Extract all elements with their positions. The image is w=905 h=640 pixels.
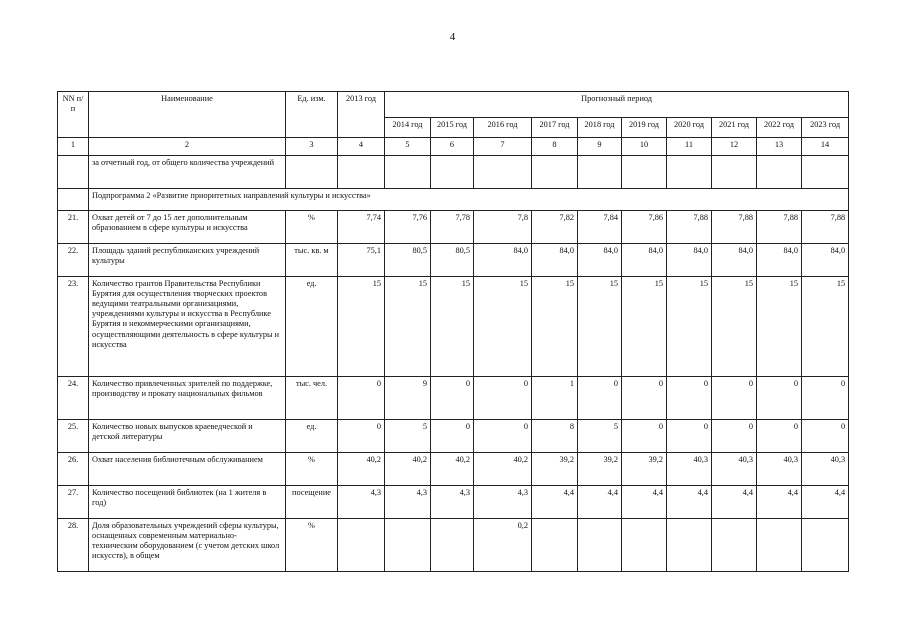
column-number: 3 — [286, 138, 338, 156]
indicator-name: Охват населения библиотечным обслуживанием — [89, 453, 286, 486]
column-number-row — [58, 138, 849, 156]
header-year: 2016 год — [474, 118, 532, 138]
indicator-value: 15 — [757, 277, 802, 377]
indicator-value: 4,3 — [474, 486, 532, 519]
indicator-value — [338, 519, 385, 572]
indicator-value: 7,88 — [667, 211, 712, 244]
indicator-value: 7,86 — [622, 211, 667, 244]
header-year: 2022 год — [757, 118, 802, 138]
header-year: 2020 год — [667, 118, 712, 138]
indicator-value: 84,0 — [802, 244, 849, 277]
indicator-value: 0 — [431, 377, 474, 420]
row-number: 23. — [58, 277, 89, 377]
indicator-value: 40,2 — [474, 453, 532, 486]
indicator-value: 84,0 — [712, 244, 757, 277]
indicator-value: 0 — [712, 377, 757, 420]
indicator-value: 0 — [338, 377, 385, 420]
indicator-value: 0 — [578, 377, 622, 420]
column-number: 8 — [532, 138, 578, 156]
indicator-unit: тыс. чел. — [286, 377, 338, 420]
continuation-row — [58, 156, 849, 189]
indicator-value: 5 — [385, 420, 431, 453]
header-year: 2019 год — [622, 118, 667, 138]
column-number: 1 — [58, 138, 89, 156]
indicator-value: 0,2 — [474, 519, 532, 572]
indicator-value: 40,3 — [712, 453, 757, 486]
column-number: 2 — [89, 138, 286, 156]
column-number: 13 — [757, 138, 802, 156]
indicator-value: 7,76 — [385, 211, 431, 244]
subprogram-row — [58, 189, 849, 211]
indicator-value — [578, 519, 622, 572]
indicator-value: 4,4 — [622, 486, 667, 519]
indicator-value: 7,88 — [712, 211, 757, 244]
indicator-value: 0 — [712, 420, 757, 453]
indicator-value: 0 — [667, 420, 712, 453]
subprogram-title: Подпрограмма 2 «Развитие приоритетных направлений культуры и искусства» — [89, 189, 849, 211]
indicator-value: 80,5 — [431, 244, 474, 277]
indicator-value: 15 — [802, 277, 849, 377]
indicator-value: 84,0 — [622, 244, 667, 277]
indicator-value: 15 — [578, 277, 622, 377]
row-number: 28. — [58, 519, 89, 572]
indicator-value: 4,4 — [532, 486, 578, 519]
indicator-value: 7,88 — [802, 211, 849, 244]
row-number: 22. — [58, 244, 89, 277]
indicator-name: Охват детей от 7 до 15 лет дополнительным образованием в сфере культуры и искусства — [89, 211, 286, 244]
indicator-value: 84,0 — [532, 244, 578, 277]
column-number: 9 — [578, 138, 622, 156]
indicator-unit: ед. — [286, 420, 338, 453]
header-year: 2017 год — [532, 118, 578, 138]
table-row — [58, 211, 849, 244]
row-number: 24. — [58, 377, 89, 420]
indicator-value: 84,0 — [578, 244, 622, 277]
indicator-value: 40,3 — [802, 453, 849, 486]
indicator-value: 4,3 — [338, 486, 385, 519]
indicator-value: 0 — [757, 377, 802, 420]
indicator-value: 4,4 — [578, 486, 622, 519]
indicator-name: Площадь зданий республиканских учреждений культуры — [89, 244, 286, 277]
indicator-unit: % — [286, 453, 338, 486]
column-number: 6 — [431, 138, 474, 156]
indicator-value: 4,3 — [385, 486, 431, 519]
indicator-value: 7,74 — [338, 211, 385, 244]
indicator-value: 39,2 — [578, 453, 622, 486]
indicator-name: Количество посещений библиотек (на 1 жителя в год) — [89, 486, 286, 519]
indicator-value: 84,0 — [757, 244, 802, 277]
indicator-value: 15 — [338, 277, 385, 377]
indicator-value: 0 — [622, 420, 667, 453]
indicator-value: 1 — [532, 377, 578, 420]
indicator-name: Количество привлеченных зрителей по поддержке, производству и прокату национальных фильмов — [89, 377, 286, 420]
indicator-value: 8 — [532, 420, 578, 453]
indicator-value: 7,84 — [578, 211, 622, 244]
indicator-value: 7,78 — [431, 211, 474, 244]
row-number: 26. — [58, 453, 89, 486]
indicator-value: 15 — [667, 277, 712, 377]
indicator-value: 7,88 — [757, 211, 802, 244]
indicator-value: 5 — [578, 420, 622, 453]
indicator-value: 7,8 — [474, 211, 532, 244]
indicator-unit: % — [286, 519, 338, 572]
indicator-value: 75,1 — [338, 244, 385, 277]
column-number: 10 — [622, 138, 667, 156]
indicator-value: 4,4 — [802, 486, 849, 519]
indicator-value: 40,2 — [338, 453, 385, 486]
column-number: 5 — [385, 138, 431, 156]
column-number: 7 — [474, 138, 532, 156]
table-row — [58, 377, 849, 420]
indicator-value: 4,4 — [757, 486, 802, 519]
indicator-name: Доля образовательных учреждений сферы культуры, оснащенных современным материально-техническим оборудованием (с учетом детских школ искусств), в общем — [89, 519, 286, 572]
header-year: 2018 год — [578, 118, 622, 138]
table-row — [58, 277, 849, 377]
indicator-name: Количество грантов Правительства Республики Бурятия для осуществления творческих проектов ведущими театральными организациями, учреждениями культуры и искусства в Республике Бурятия и некоммерческими организациями, осуществляющими деятельность в сфере культуры и искусства — [89, 277, 286, 377]
indicator-value — [622, 519, 667, 572]
table-row — [58, 420, 849, 453]
header-year: 2023 год — [802, 118, 849, 138]
indicator-value: 0 — [622, 377, 667, 420]
indicator-value: 0 — [802, 377, 849, 420]
indicators-table — [57, 91, 849, 572]
column-number: 4 — [338, 138, 385, 156]
indicator-value — [757, 519, 802, 572]
row-number: 21. — [58, 211, 89, 244]
header-nn: NN п/п — [58, 92, 89, 138]
column-number: 12 — [712, 138, 757, 156]
indicator-value: 4,4 — [667, 486, 712, 519]
indicator-value: 0 — [667, 377, 712, 420]
header-year: 2015 год — [431, 118, 474, 138]
header-row-top — [58, 92, 849, 118]
indicator-value: 39,2 — [532, 453, 578, 486]
indicator-value — [532, 519, 578, 572]
indicator-value: 9 — [385, 377, 431, 420]
indicator-value: 4,4 — [712, 486, 757, 519]
table-row — [58, 453, 849, 486]
continuation-no — [58, 156, 89, 189]
indicator-value: 15 — [474, 277, 532, 377]
indicator-value: 15 — [385, 277, 431, 377]
indicator-unit: тыс. кв. м — [286, 244, 338, 277]
header-forecast: Прогнозный период — [385, 92, 849, 118]
indicator-value — [385, 519, 431, 572]
indicator-value: 0 — [474, 420, 532, 453]
indicator-name: Количество новых выпусков краеведческой и детской литературы — [89, 420, 286, 453]
indicator-value — [431, 519, 474, 572]
indicator-value: 40,3 — [757, 453, 802, 486]
indicator-value: 7,82 — [532, 211, 578, 244]
indicator-value: 84,0 — [474, 244, 532, 277]
indicator-value: 0 — [474, 377, 532, 420]
indicator-value: 0 — [338, 420, 385, 453]
indicator-unit: % — [286, 211, 338, 244]
header-base-year: 2013 год — [338, 92, 385, 138]
column-number: 11 — [667, 138, 712, 156]
header-year: 2021 год — [712, 118, 757, 138]
indicator-value: 0 — [431, 420, 474, 453]
header-year: 2014 год — [385, 118, 431, 138]
indicator-value: 15 — [431, 277, 474, 377]
header-name: Наименование — [89, 92, 286, 138]
indicator-value: 40,3 — [667, 453, 712, 486]
indicator-unit: ед. — [286, 277, 338, 377]
indicator-value: 40,2 — [385, 453, 431, 486]
row-number: 25. — [58, 420, 89, 453]
header-unit: Ед. изм. — [286, 92, 338, 138]
table-row — [58, 244, 849, 277]
indicator-value: 40,2 — [431, 453, 474, 486]
indicator-value — [802, 519, 849, 572]
indicator-value: 15 — [712, 277, 757, 377]
indicator-value — [712, 519, 757, 572]
subprogram-no — [58, 189, 89, 211]
indicator-value: 0 — [802, 420, 849, 453]
indicator-value: 84,0 — [667, 244, 712, 277]
table-row — [58, 486, 849, 519]
table-row — [58, 519, 849, 572]
indicator-unit: посещение — [286, 486, 338, 519]
indicator-value: 39,2 — [622, 453, 667, 486]
indicator-value: 15 — [622, 277, 667, 377]
continuation-text: за отчетный год, от общего количества учреждений — [89, 156, 286, 189]
indicator-value — [667, 519, 712, 572]
indicator-value: 80,5 — [385, 244, 431, 277]
indicator-value: 4,3 — [431, 486, 474, 519]
page-number: 4 — [449, 31, 456, 43]
indicator-value: 15 — [532, 277, 578, 377]
indicator-value: 0 — [757, 420, 802, 453]
row-number: 27. — [58, 486, 89, 519]
column-number: 14 — [802, 138, 849, 156]
